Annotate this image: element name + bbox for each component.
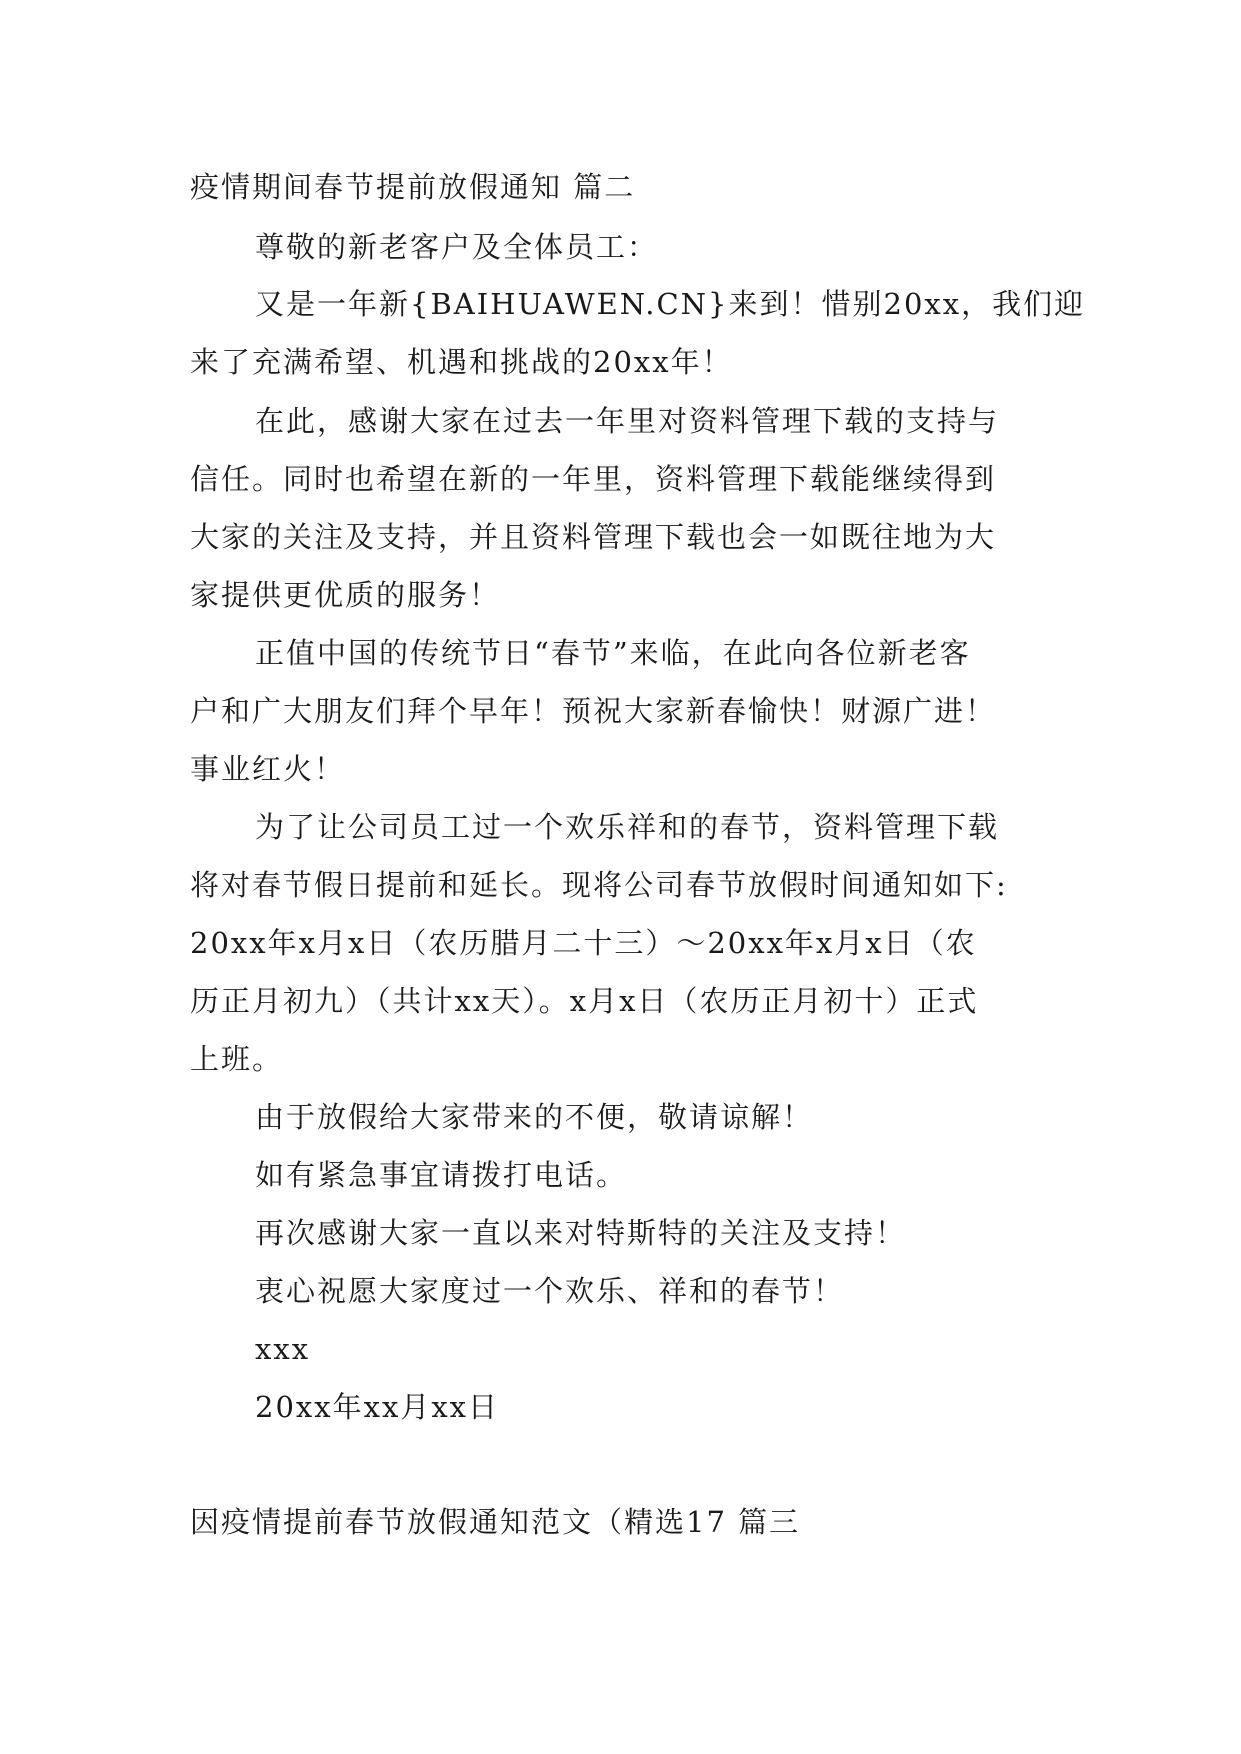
paragraph-line: 事业红火！ — [190, 752, 346, 786]
date: 20xx年xx月xx日 — [255, 1390, 500, 1424]
paragraph-line: 20xx年x月x日（农历腊月二十三）～20xx年x月x日（农 — [190, 926, 977, 960]
signature: xxx — [255, 1332, 311, 1366]
paragraph: 衷心祝愿大家度过一个欢乐、祥和的春节！ — [255, 1274, 845, 1308]
paragraph: 由于放假给大家带来的不便，敬请谅解！ — [255, 1100, 814, 1134]
paragraph-line: 上班。 — [190, 1042, 284, 1076]
section-heading: 疫情期间春节提前放假通知 篇二 — [190, 170, 636, 204]
section-heading: 因疫情提前春节放假通知范文（精选17 篇三 — [190, 1505, 801, 1539]
paragraph-line: 信任。同时也希望在新的一年里，资料管理下载能继续得到 — [190, 462, 997, 496]
paragraph-line: 家提供更优质的服务！ — [190, 578, 501, 612]
paragraph-line: 又是一年新{BAIHUAWEN.CN}来到！惜别20xx，我们迎 — [255, 287, 1086, 321]
paragraph: 如有紧急事宜请拨打电话。 — [255, 1158, 628, 1192]
paragraph-line: 在此，感谢大家在过去一年里对资料管理下载的支持与 — [255, 404, 1000, 438]
paragraph-line: 户和广大朋友们拜个早年！预祝大家新春愉快！财源广进！ — [190, 694, 997, 728]
paragraph-line: 历正月初九）（共计xx天）。x月x日（农历正月初十）正式 — [190, 984, 979, 1018]
paragraph-line: 大家的关注及支持，并且资料管理下载也会一如既往地为大 — [190, 520, 997, 554]
paragraph-line: 来了充满希望、机遇和挑战的20xx年！ — [190, 345, 733, 379]
paragraph: 再次感谢大家一直以来对特斯特的关注及支持！ — [255, 1216, 907, 1250]
paragraph-line: 将对春节假日提前和延长。现将公司春节放假时间通知如下: — [190, 868, 1008, 902]
paragraph-line: 为了让公司员工过一个欢乐祥和的春节，资料管理下载 — [255, 810, 1000, 844]
paragraph-line: 正值中国的传统节日“春节”来临，在此向各位新老客 — [255, 636, 971, 670]
salutation: 尊敬的新老客户及全体员工： — [255, 230, 659, 264]
